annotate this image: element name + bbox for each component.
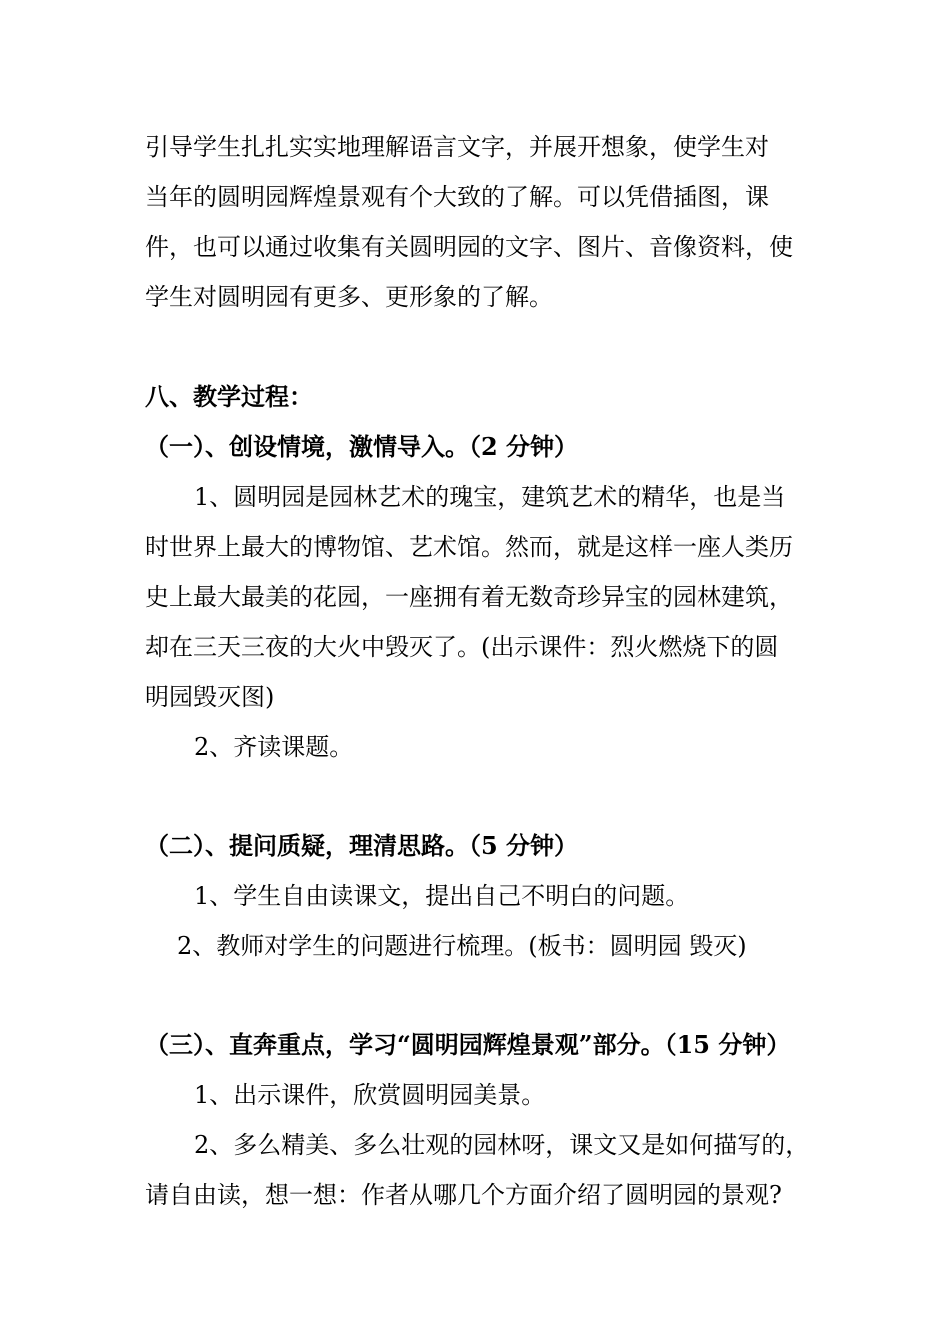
intro-line-4: 学生对圆明园有更多、更形象的了解。 — [145, 283, 553, 311]
part3-item2-line-2: 请自由读，想一想：作者从哪几个方面介绍了圆明园的景观? — [145, 1181, 782, 1209]
part2-item2: 2、教师对学生的问题进行梳理。(板书：圆明园 毁灭) — [177, 932, 747, 960]
intro-line-3: 件，也可以通过收集有关圆明园的文字、图片、音像资料，使 — [145, 233, 793, 261]
part1-item2: 2、齐读课题。 — [194, 733, 354, 761]
part1-heading: （一）、创设情境，激情导入。（2 分钟） — [145, 432, 579, 461]
intro-line-2: 当年的圆明园辉煌景观有个大致的了解。可以凭借插图，课 — [145, 183, 769, 211]
part1-item1-line-5: 明园毁灭图) — [145, 683, 275, 711]
section-heading-teaching-process: 八、教学过程： — [145, 382, 313, 411]
part1-item1-line-2: 时世界上最大的博物馆、艺术馆。然而，就是这样一座人类历 — [145, 533, 793, 561]
part3-item1: 1、出示课件，欣赏圆明园美景。 — [194, 1081, 546, 1109]
part2-heading: （二）、提问质疑，理清思路。（5 分钟） — [145, 831, 579, 860]
part3-heading: （三）、直奔重点，学习“圆明园辉煌景观”部分。（15 分钟） — [145, 1030, 791, 1059]
part3-item2-line-1: 2、多么精美、多么壮观的园林呀，课文又是如何描写的， — [194, 1131, 810, 1159]
part1-item1-line-3: 史上最大最美的花园，一座拥有着无数奇珍异宝的园林建筑， — [145, 583, 793, 611]
part2-item1: 1、学生自由读课文，提出自己不明白的问题。 — [194, 882, 690, 910]
part1-item1-line-1: 1、圆明园是园林艺术的瑰宝，建筑艺术的精华，也是当 — [194, 483, 786, 511]
intro-line-1: 引导学生扎扎实实地理解语言文字，并展开想象，使学生对 — [145, 133, 769, 161]
part1-item1-line-4: 却在三天三夜的大火中毁灭了。(出示课件：烈火燃烧下的圆 — [145, 633, 779, 661]
